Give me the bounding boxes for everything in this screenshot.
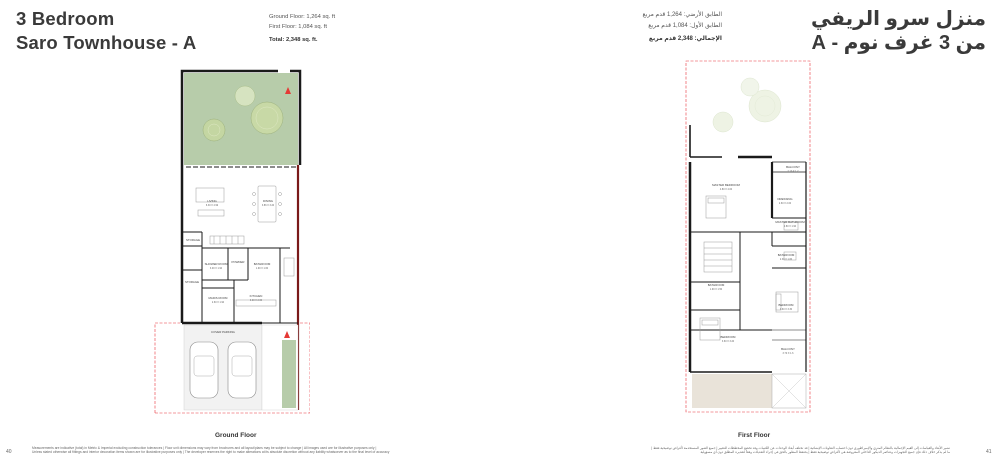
title-ar-line1: منزل سرو الريفي: [811, 8, 986, 30]
room-dims: 1.90 X 1.50: [709, 288, 723, 291]
first-terrace: [692, 374, 806, 408]
room-label: BATHROOM: [707, 283, 725, 287]
title-en-line1: 3 Bedroom: [16, 8, 115, 29]
room-dims: 3.00 X 2.60: [249, 299, 263, 302]
first-boundary: [686, 61, 810, 412]
room-label: LIVING: [207, 199, 217, 203]
first-floor-caption: First Floor: [738, 432, 771, 439]
total-area-en: Total: 2,348 sq. ft.: [269, 37, 318, 43]
footnote-arabic: [530, 446, 950, 454]
room-dims: 2.10 X 1.2: [787, 170, 799, 173]
room-label: DINING: [262, 199, 274, 203]
room-label: STORAGE: [185, 238, 201, 242]
ground-garden: [184, 73, 298, 165]
room-dims: 6.30 X 4.99: [205, 204, 219, 207]
room-label: SHOWER ROOM: [204, 262, 228, 266]
room-dims: 2.60 X 1.90: [211, 301, 225, 304]
room-label: BATHROOM: [253, 262, 271, 266]
room-dims: 3.00 X 1.90: [209, 267, 223, 270]
room-label: BEDROOM: [778, 303, 794, 307]
area-summary-arabic: [643, 10, 723, 45]
title-arabic: [811, 7, 986, 55]
footnote-en-line1: Measurements are indicative (total) in Metric & Imperial excluding construction tolerances | Floor unit dimensions may vary from brochures and all layout/plans may be subject to change | All images used are for illustrative purposes only |: [32, 446, 377, 450]
ground-area-en: Ground Floor: 1,264 sq. ft: [269, 14, 336, 20]
room-label: MASTER BEDROOM: [712, 183, 740, 187]
room-label: POWDER: [231, 260, 245, 264]
room-dims: 2.80 X 1.90: [783, 225, 797, 228]
tree-icon: [713, 112, 733, 132]
footnote-en-line2: Unless stated otherwise all fittings and interior decoration items shown are for illustrative purposes only | The developer reserves the right to make alterations at its absolute discretion without any liability whatsoever as to the final level of accuracy: [32, 450, 390, 455]
first-area-ar: الطابق الأول: 1,084 قدم مربع: [648, 23, 722, 29]
footnote-english: [32, 446, 472, 454]
room-label: MASTER BATHROOM: [775, 220, 805, 224]
room-label: COVER PARKING: [211, 330, 235, 334]
tree-icon: [203, 119, 225, 141]
footnote-ar-line2: ما لم يذكر خلاف ذلك فإن جميع التجهيزات وعناصر الديكور الداخلي المعروضة هي لأغراض توضيحية فقط | يحتفظ المطور بالحق في إجراء التعديلات وفقاً لتقديره المطلق دون أي مسؤولية: [700, 450, 950, 455]
room-dims: 3.60 X 3.20: [721, 340, 735, 343]
room-dims: 3.60 X 3.30: [779, 308, 793, 311]
title-en-line2: Saro Townhouse - A: [16, 32, 197, 53]
room-dims: 4.80 X 4.00: [719, 188, 733, 191]
footnote-ar-line1: تشير الأبعاد والقياسات إلى القيم الإجمالية بالنظام المتري والإمبراطوري دون احتساب التفاوتات الإنشائية | قد تختلف أبعاد الوحدات عن الكتيبات وقد تخضع المخططات للتغيير | جميع الصور المستخدمة لأغراض توضيحية فقط |: [651, 446, 950, 450]
title-english: [16, 7, 196, 55]
total-area-ar: الإجمالي: 2,348 قدم مربع: [648, 36, 722, 42]
room-label: BALCONY: [786, 165, 800, 169]
room-dims: 2.60 X 2.00: [778, 202, 792, 205]
ground-room-labels: [185, 199, 275, 334]
first-area-en: First Floor: 1,084 sq. ft: [269, 24, 327, 30]
ground-floor-plan: [150, 66, 310, 422]
area-summary-english: [269, 12, 335, 45]
title-ar-line2: من 3 غرف نوم - A: [811, 32, 986, 54]
room-dims: 3.70 X 1.6: [782, 352, 794, 355]
room-label: BATHROOM: [777, 253, 795, 257]
room-label: MAIDS ROOM: [208, 296, 228, 300]
room-dims: 2.30 X 1.60: [779, 258, 793, 261]
first-floor-plan: [680, 56, 820, 416]
room-label: BALCONY: [781, 347, 795, 351]
page-number-right: 41: [986, 449, 992, 455]
ground-floor-caption: Ground Floor: [215, 432, 257, 439]
first-garden-below: [713, 78, 781, 132]
room-label: KITCHEN: [249, 294, 263, 298]
room-label: STORAGE: [184, 280, 200, 284]
room-label: BEDROOM: [720, 335, 736, 339]
room-label: DRESSING: [777, 197, 793, 201]
ground-area-ar: الطابق الأرضي: 1,264 قدم مربع: [642, 12, 722, 18]
tree-icon: [235, 86, 255, 106]
ground-parking: [184, 325, 298, 410]
page-number-left: 40: [6, 449, 12, 455]
room-dims: 3.86 X 3.20: [261, 204, 275, 207]
room-dims: 1.90 X 1.60: [255, 267, 269, 270]
first-walls: [690, 125, 806, 372]
tree-icon: [741, 78, 759, 96]
